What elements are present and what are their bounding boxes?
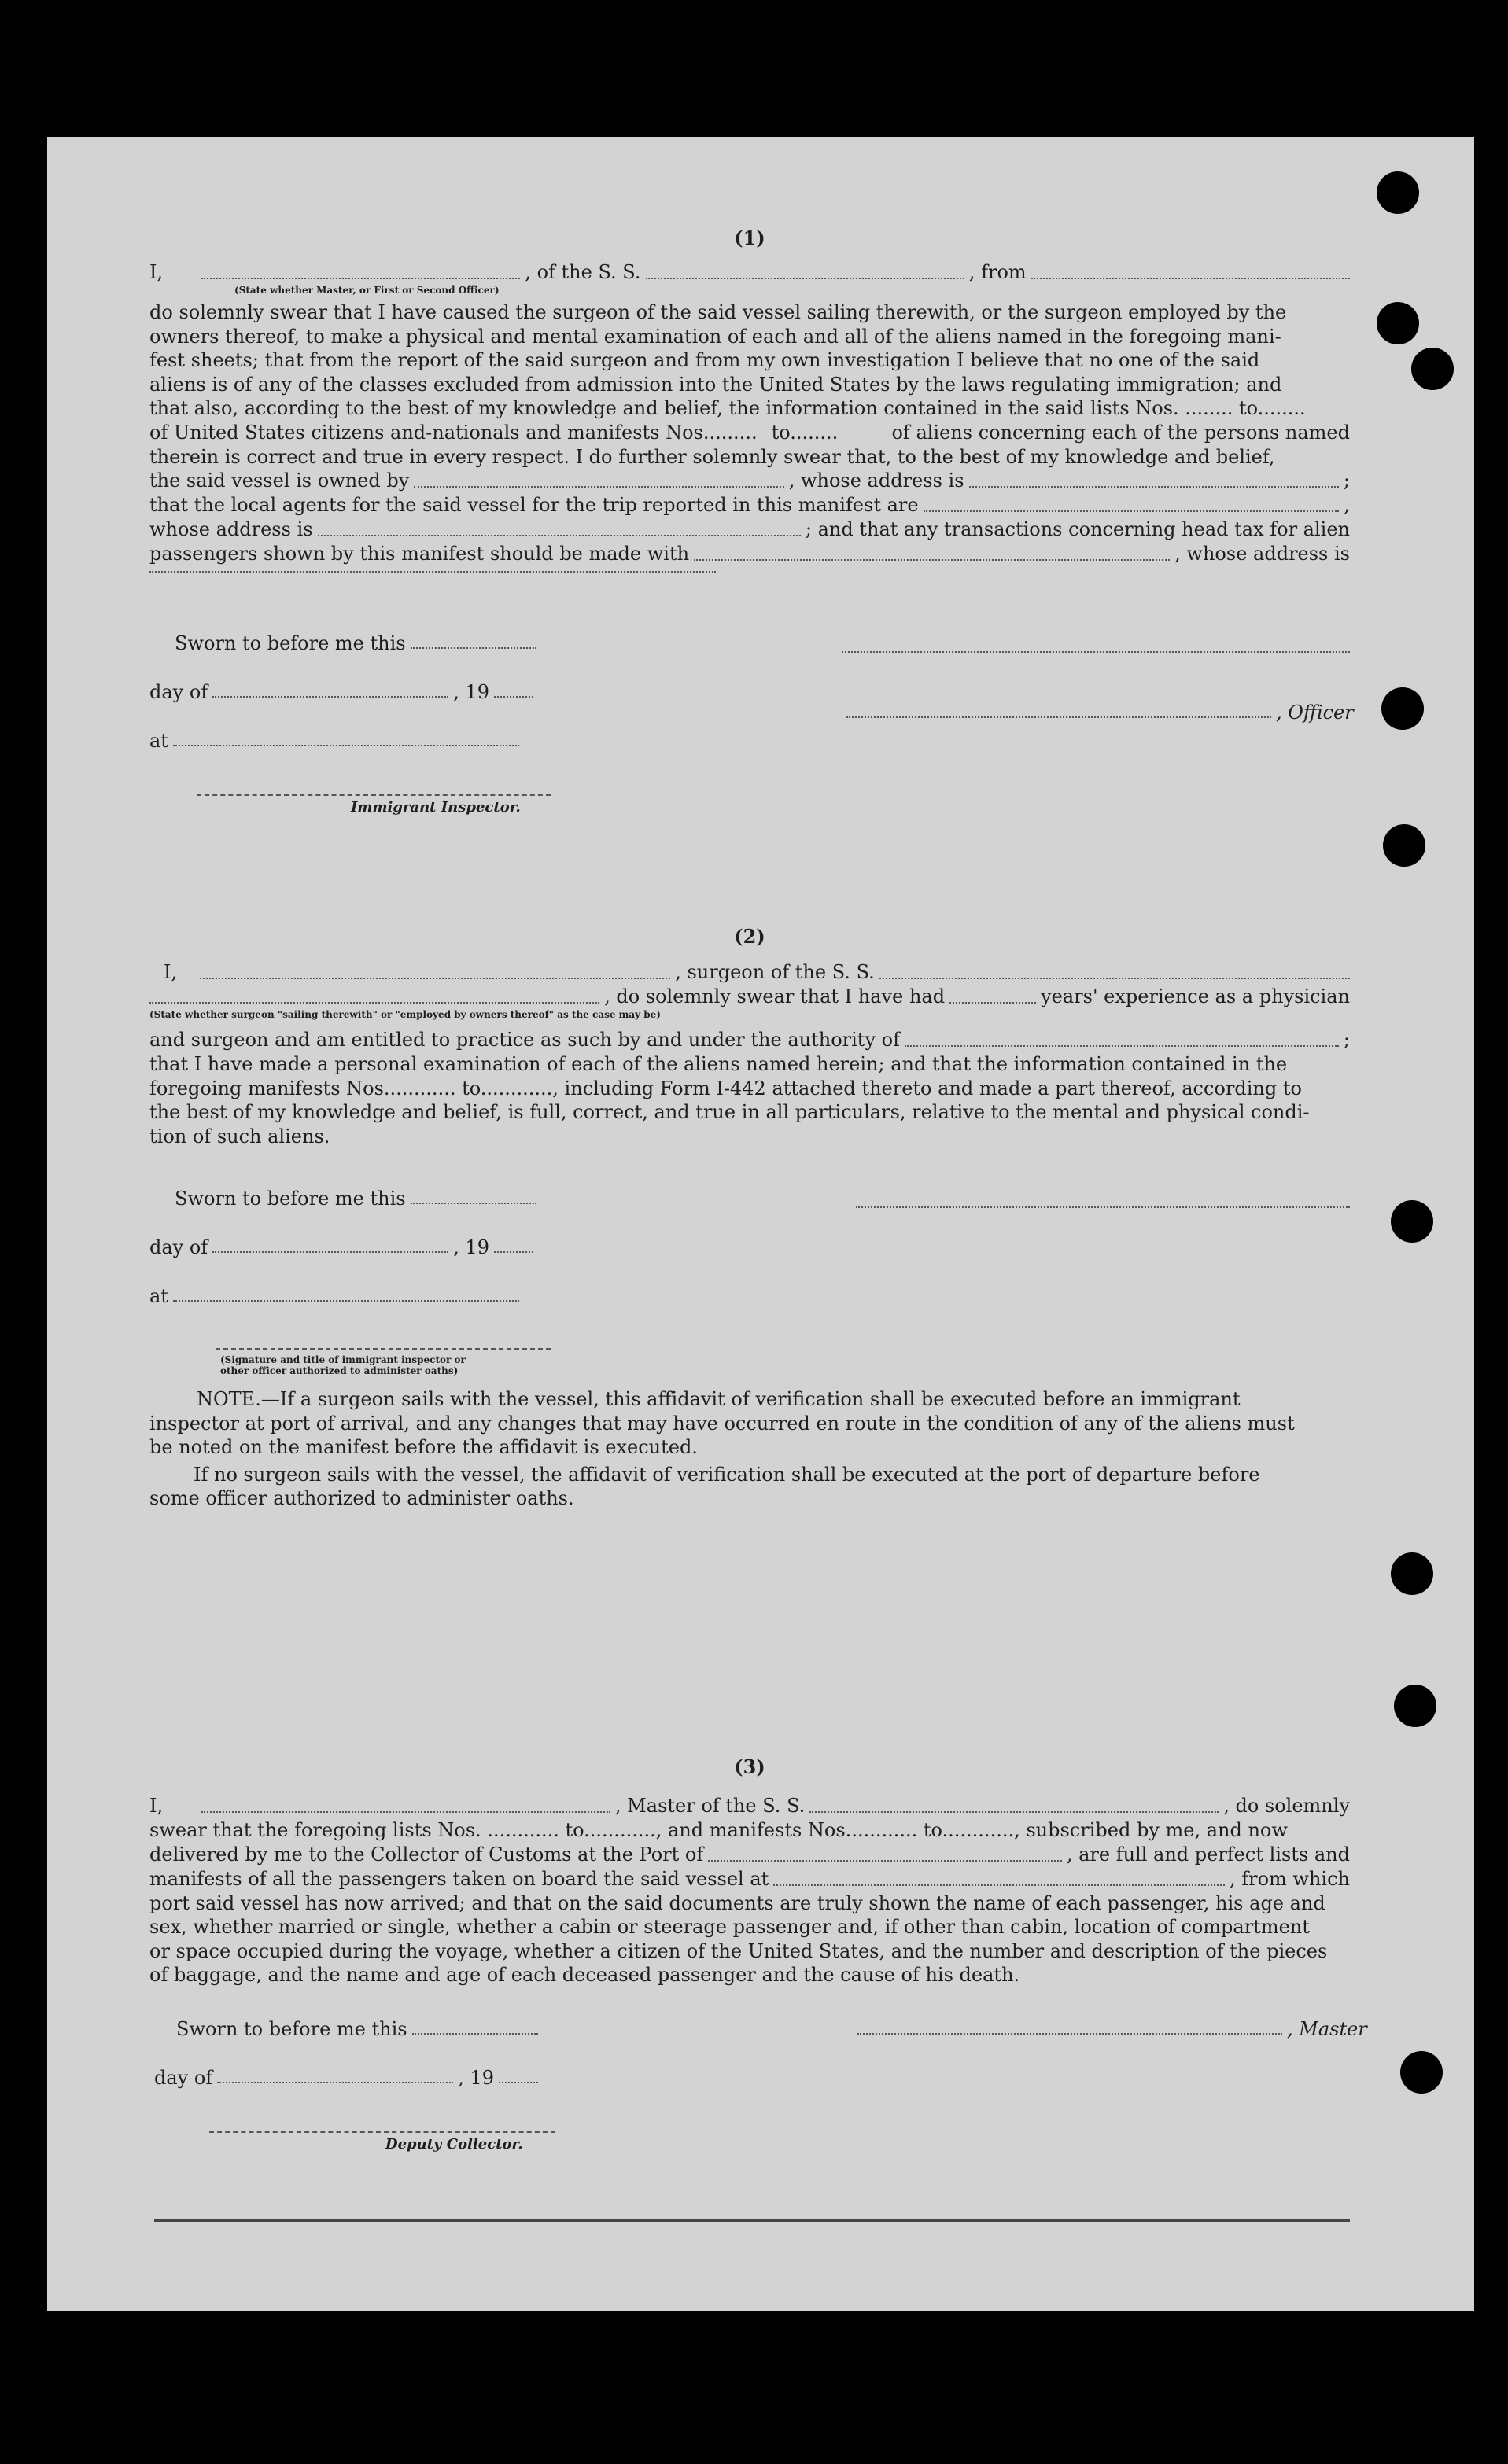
day-line (149, 1236, 538, 1258)
manifests-label: of United States citizens and-nationals and manifests Nos......... (149, 421, 758, 444)
passengers-label: passengers shown by this manifest should be made with (149, 543, 690, 565)
at-label: at (149, 1285, 168, 1307)
local-agents-field[interactable] (924, 510, 1340, 512)
owned-by-label: the said vessel is owned by (149, 470, 410, 492)
state-note: (State whether Master, or First or Second Officer) (234, 285, 500, 296)
day-line (154, 2067, 543, 2089)
departure-port-field[interactable] (1031, 278, 1350, 279)
oath-line: the best of my knowledge and belief, is full, correct, and true in all particulars, relative to the mental and physical condi- (149, 1101, 1310, 1123)
head-tax-label: ; and that any transactions concerning head tax for alien (805, 518, 1350, 540)
agents-address-field[interactable] (318, 535, 801, 536)
punch-hole (1383, 824, 1425, 867)
section-number: (1) (734, 227, 765, 249)
oath-line: or space occupied during the voyage, whether a citizen of the United States, and the number and description of the pieces (149, 1939, 1328, 1962)
day-label: day of (154, 2067, 213, 2089)
years-experience-label: years' experience as a physician (1041, 985, 1350, 1007)
master-line (853, 2018, 1367, 2040)
officer-caption: , Officer (1276, 702, 1354, 724)
master-name-field[interactable] (201, 1811, 610, 1813)
day-label: day of (149, 681, 208, 703)
at-label: at (149, 730, 168, 752)
punch-hole (1411, 348, 1454, 390)
state-note: (State whether surgeon "sailing therewith" or "employed by owners thereof" as the case may be) (149, 1009, 661, 1020)
at-field[interactable] (173, 1300, 519, 1302)
oath-i-label: I, (149, 261, 164, 283)
note-line: inspector at port of arrival, and any changes that may have occurred en route in the condition of any of the aliens must (149, 1412, 1295, 1435)
owner-address-field[interactable] (969, 486, 1339, 488)
inspector-signature-line[interactable] (197, 794, 551, 796)
head-tax-agent-field[interactable] (694, 559, 1170, 561)
sworn-label: Sworn to before me this (176, 2018, 407, 2040)
section-3 (149, 1755, 1350, 1987)
oath-paragraph (149, 1891, 1350, 1987)
surgeon-signature-line[interactable] (856, 1206, 1350, 1208)
punctuation: , (1344, 494, 1350, 516)
note-paragraph (149, 1387, 1350, 1511)
oath-i-label: I, (164, 961, 178, 983)
officer-name-field[interactable] (201, 278, 520, 279)
oath-line: foregoing manifests Nos............ to............, including Form I-442 attached thereto and made a part thereof, according to (149, 1077, 1302, 1099)
whose-address-label: , whose address is (1174, 543, 1350, 565)
sworn-label: Sworn to before me this (175, 632, 406, 654)
master-signature-field[interactable] (857, 2033, 1282, 2035)
officer-line (842, 702, 1354, 724)
oath-line: of baggage, and the name and age of each deceased passenger and the cause of his death. (149, 1964, 1020, 1986)
ship-name-field[interactable] (646, 278, 964, 279)
year-label: , 19 (453, 1236, 489, 1258)
punctuation: ; (1343, 470, 1350, 492)
surgeon-status-field[interactable] (149, 1002, 599, 1004)
embark-port-field[interactable] (773, 1884, 1225, 1886)
whose-address-label: , whose address is (788, 470, 964, 492)
signature-note (220, 1354, 466, 1376)
master-of-label: , Master of the S. S. (614, 1795, 806, 1817)
oath-line: do solemnly swear that I have caused the surgeon of the said vessel sailing therewith, or the surgeon employed by the (149, 301, 1287, 323)
oath-line: therein is correct and true in every respect. I do further solemnly swear that, to the best of my knowledge and belief, (149, 445, 1275, 468)
owner-field[interactable] (414, 486, 783, 488)
punch-hole (1381, 687, 1424, 730)
sworn-label: Sworn to before me this (175, 1188, 406, 1210)
note-line: some officer authorized to administer oaths. (149, 1487, 574, 1509)
signature-note-line: other officer authorized to administer oaths) (220, 1365, 459, 1376)
punch-hole (1377, 171, 1419, 214)
oath-line: owners thereof, to make a physical and mental examination of each and all of the aliens named in the foregoing mani- (149, 325, 1281, 348)
punch-hole (1391, 1200, 1433, 1243)
local-agents-label: that the local agents for the said vessel for the trip reported in this manifest are (149, 494, 919, 516)
form-sheet (47, 137, 1474, 2311)
officer-signature-field[interactable] (846, 716, 1271, 718)
oath-paragraph (149, 1052, 1350, 1148)
surgeon-name-field[interactable] (200, 978, 670, 979)
ship-name-field[interactable] (809, 1811, 1219, 1813)
aliens-label: of aliens concerning each of the persons named (891, 421, 1350, 444)
day-line (149, 681, 538, 703)
surgeon-of-label: , surgeon of the S. S. (675, 961, 875, 983)
year-field[interactable] (494, 696, 533, 698)
day-field[interactable] (212, 1251, 448, 1253)
oath-line: fest sheets; that from the report of the said surgeon and from my own investigation I believe that no one of the said (149, 349, 1260, 371)
year-label: , 19 (458, 2067, 494, 2089)
year-field[interactable] (499, 2082, 538, 2083)
at-line (149, 1285, 524, 1307)
sworn-line (175, 1188, 541, 1210)
authority-label: and surgeon and am entitled to practice as such by and under the authority of (149, 1029, 900, 1051)
oath-paragraph (149, 300, 1350, 421)
section-number: (3) (734, 1755, 765, 1778)
punch-hole (1377, 302, 1419, 344)
oath-line: tion of such aliens. (149, 1125, 330, 1147)
at-line (149, 730, 524, 752)
port-field[interactable] (708, 1860, 1062, 1862)
officer-signature-line[interactable] (842, 651, 1350, 653)
day-field[interactable] (217, 2082, 453, 2083)
sworn-date-field[interactable] (411, 647, 536, 649)
section-number: (2) (734, 925, 765, 948)
sworn-line (176, 2018, 543, 2040)
whose-address-label: whose address is (149, 518, 313, 540)
sworn-date-field[interactable] (411, 1203, 536, 1204)
oath-line: that also, according to the best of my knowledge and belief, the information contained in the said lists Nos. ........ to........ (149, 397, 1306, 419)
bottom-rule (154, 2219, 1350, 2222)
perfect-lists-label: , are full and perfect lists and (1066, 1843, 1350, 1865)
oath-i-label: I, (149, 1795, 164, 1817)
immigrant-inspector-caption: Immigrant Inspector. (351, 799, 521, 816)
at-field[interactable] (173, 745, 519, 746)
years-field[interactable] (949, 1002, 1036, 1004)
oath-line: sex, whether married or single, whether a cabin or steerage passenger and, if other than cabin, location of compartment (149, 1916, 1310, 1938)
section-1 (149, 227, 1350, 573)
from-which-label: , from which (1229, 1867, 1350, 1890)
punch-hole (1391, 1552, 1433, 1595)
from-label: , from (968, 261, 1027, 283)
of-the-ss-label: , of the S. S. (525, 261, 641, 283)
collector-signature-line[interactable] (209, 2131, 555, 2133)
section-2 (149, 925, 1350, 1148)
collector-port-label: delivered by me to the Collector of Customs at the Port of (149, 1843, 704, 1865)
oath-line: that I have made a personal examination of each of the aliens named herein; and that the information contained in the (149, 1053, 1288, 1075)
authority-field[interactable] (905, 1045, 1339, 1047)
address-field[interactable] (149, 571, 716, 573)
year-label: , 19 (453, 681, 489, 703)
oath-line: aliens is of any of the classes excluded from admission into the United States by the laws regulating immigration; and (149, 373, 1282, 396)
deputy-collector-caption: Deputy Collector. (385, 2136, 523, 2153)
sworn-line (175, 632, 541, 654)
sworn-date-field[interactable] (412, 2033, 538, 2035)
to-label: to........ (771, 421, 839, 444)
day-label: day of (149, 1236, 208, 1258)
do-swear-label: , do solemnly swear that I have had (604, 985, 946, 1007)
year-field[interactable] (494, 1251, 533, 1253)
ship-name-field[interactable] (879, 978, 1350, 979)
punch-hole (1400, 2051, 1443, 2094)
note-line: If no surgeon sails with the vessel, the affidavit of verification shall be executed at the port of departure before (194, 1463, 1260, 1486)
note-line: be noted on the manifest before the affidavit is executed. (149, 1436, 698, 1458)
officer-signature-line[interactable] (216, 1348, 551, 1350)
master-caption: , Master (1287, 2018, 1367, 2040)
note-line: NOTE.—If a surgeon sails with the vessel, this affidavit of verification shall be executed before an immigrant (197, 1388, 1241, 1410)
taken-on-board-label: manifests of all the passengers taken on board the said vessel at (149, 1867, 769, 1890)
oath-line: swear that the foregoing lists Nos. ............ to............, and manifests Nos............ to............, subscribed by me, and now (149, 1819, 1288, 1841)
oath-line: port said vessel has now arrived; and that on the said documents are truly shown the name of each passenger, his age and (149, 1891, 1325, 1914)
punctuation: ; (1343, 1029, 1350, 1051)
punch-hole (1394, 1685, 1436, 1727)
signature-note-line: (Signature and title of immigrant inspector or (220, 1354, 466, 1365)
day-field[interactable] (212, 696, 448, 698)
do-swear-label: , do solemnly (1223, 1795, 1350, 1817)
